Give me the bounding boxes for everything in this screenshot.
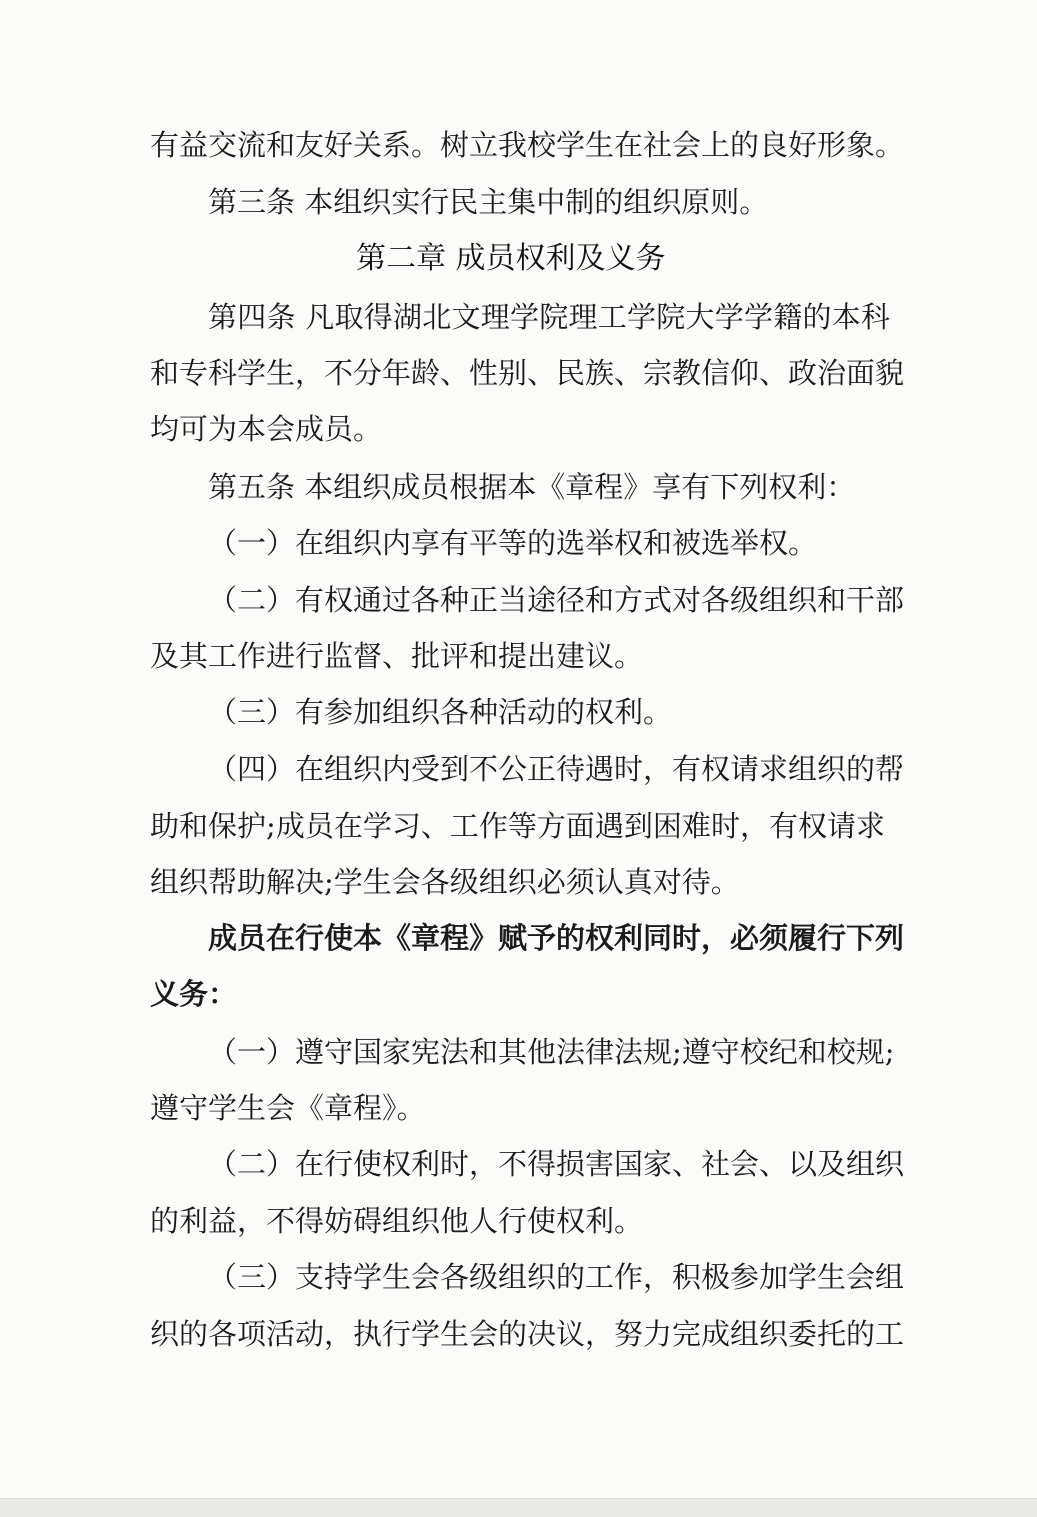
body-line: 和专科学生，不分年龄、性别、民族、宗教信仰、政治面貌 xyxy=(150,356,905,390)
body-line: 组织帮助解决;学生会各级组织必须认真对待。 xyxy=(150,865,740,899)
body-line: 的利益，不得妨碍组织他人行使权利。 xyxy=(150,1204,644,1238)
article-4: 第四条 凡取得湖北文理学院理工学院大学学籍的本科 xyxy=(208,300,890,334)
right-item-2: （二）有权通过各种正当途径和方式对各级组织和干部 xyxy=(208,583,905,617)
page-bottom-edge xyxy=(0,1498,1037,1517)
article-3: 第三条 本组织实行民主集中制的组织原则。 xyxy=(208,185,769,219)
body-line: 有益交流和友好关系。树立我校学生在社会上的良好形象。 xyxy=(150,128,905,162)
duties-intro: 成员在行使本《章程》赋予的权利同时，必须履行下列 xyxy=(208,921,905,955)
duty-item-1: （一）遵守国家宪法和其他法律法规;遵守校纪和校规; xyxy=(208,1035,895,1069)
body-line: 均可为本会成员。 xyxy=(150,412,383,446)
body-line: 及其工作进行监督、批评和提出建议。 xyxy=(150,639,644,673)
article-5: 第五条 本组织成员根据本《章程》享有下列权利： xyxy=(208,470,856,504)
body-line: 义务： xyxy=(150,977,238,1011)
right-item-4: （四）在组织内受到不公正待遇时，有权请求组织的帮 xyxy=(208,752,905,786)
duty-item-2: （二）在行使权利时，不得损害国家、社会、以及组织 xyxy=(208,1147,905,1181)
right-item-1: （一）在组织内享有平等的选举权和被选举权。 xyxy=(208,526,818,560)
body-line: 遵守学生会《章程》。 xyxy=(150,1091,426,1125)
right-item-3: （三）有参加组织各种活动的权利。 xyxy=(208,695,673,729)
chapter-heading: 第二章 成员权利及义务 xyxy=(356,241,666,276)
duty-item-3: （三）支持学生会各级组织的工作，积极参加学生会组 xyxy=(208,1260,905,1294)
body-line: 助和保护;成员在学习、工作等方面遇到困难时，有权请求 xyxy=(150,809,885,843)
body-line: 织的各项活动，执行学生会的决议，努力完成组织委托的工 xyxy=(150,1317,905,1351)
